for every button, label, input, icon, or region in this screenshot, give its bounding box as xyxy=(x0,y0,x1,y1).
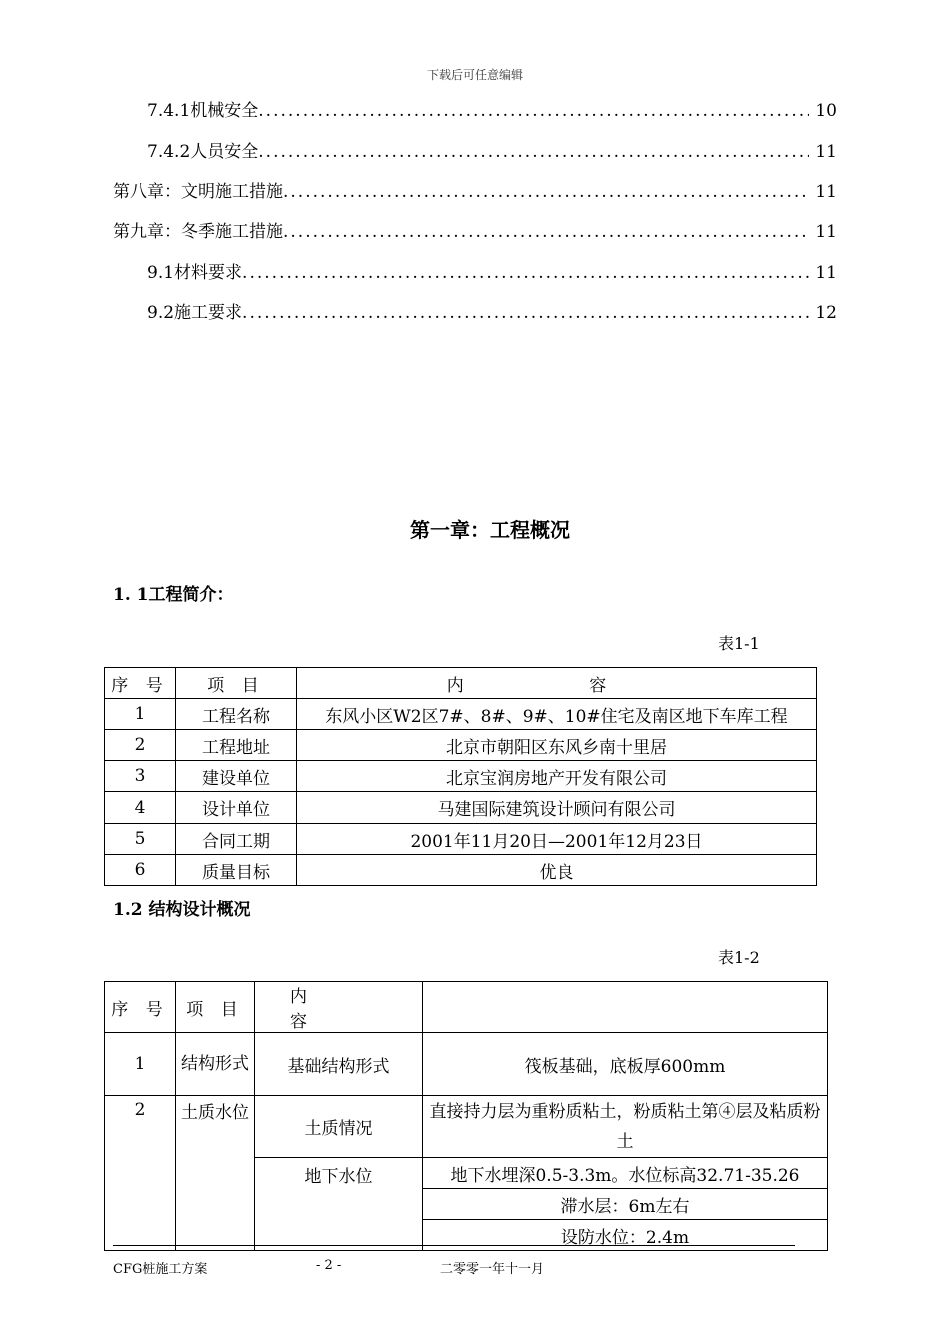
table-header-row xyxy=(105,668,817,699)
structure-design-table xyxy=(104,981,828,1251)
toc-leader xyxy=(283,220,809,244)
row-number: 3 xyxy=(105,761,176,792)
header-cell xyxy=(423,982,828,1033)
row-number: 4 xyxy=(105,792,176,824)
row-content: 地下水埋深0.5-3.3m。水位标高32.71-35.26 xyxy=(423,1158,828,1189)
table-row xyxy=(105,792,817,824)
row-item: 工程名称 xyxy=(176,699,297,730)
section-title-structure: 1.2 结构设计概况 xyxy=(113,900,251,920)
toc-entry[interactable] xyxy=(147,140,837,164)
row-item: 结构形式 xyxy=(176,1033,255,1096)
toc-leader xyxy=(242,301,809,325)
table-row xyxy=(105,730,817,761)
footer-divider xyxy=(113,1245,795,1246)
table-caption-1-1: 表1-1 xyxy=(718,634,760,653)
section-title-overview: 1. 1工程简介： xyxy=(113,585,234,605)
table-row xyxy=(105,1096,828,1158)
toc-leader xyxy=(242,261,809,285)
row-item: 合同工期 xyxy=(176,824,297,855)
row-item: 土质水位 xyxy=(176,1096,255,1251)
footer-doc-title: CFG桩施工方案 xyxy=(113,1262,208,1277)
row-content: 筏板基础，底板厚600mm xyxy=(423,1033,828,1096)
toc-leader xyxy=(283,180,809,204)
row-content: 滞水层：6m左右 xyxy=(423,1189,828,1220)
toc-label: 9.2施工要求 xyxy=(147,303,243,323)
row-subitem: 基础结构形式 xyxy=(255,1033,423,1096)
row-item: 设计单位 xyxy=(176,792,297,824)
toc-entry[interactable] xyxy=(147,261,837,285)
row-subitem: 地下水位 xyxy=(255,1158,423,1251)
table-row xyxy=(105,761,817,792)
toc-entry[interactable] xyxy=(113,180,837,204)
table-caption-1-2: 表1-2 xyxy=(718,948,760,967)
table-row xyxy=(105,1033,828,1096)
footer-date: 二零零一年十一月 xyxy=(440,1262,545,1277)
row-content: 北京市朝阳区东风乡南十里居 xyxy=(297,730,817,761)
table-row xyxy=(105,855,817,886)
toc-label: 7.4.1机械安全 xyxy=(147,101,259,121)
row-number: 1 xyxy=(105,699,176,730)
table-row xyxy=(105,824,817,855)
row-number: 1 xyxy=(105,1033,176,1096)
row-content: 2001年11月20日—2001年12月23日 xyxy=(297,824,817,855)
toc-page: 11 xyxy=(815,263,837,283)
header-cell: 内 容 xyxy=(255,982,423,1033)
toc-label: 第八章：文明施工措施 xyxy=(113,182,283,202)
project-overview-table xyxy=(104,667,817,886)
row-item: 建设单位 xyxy=(176,761,297,792)
toc-label: 7.4.2人员安全 xyxy=(147,142,259,162)
row-number: 2 xyxy=(105,1096,176,1251)
header-cell: 内 容 xyxy=(297,668,817,699)
row-content: 北京宝润房地产开发有限公司 xyxy=(297,761,817,792)
row-item: 质量目标 xyxy=(176,855,297,886)
chapter-title: 第一章：工程概况 xyxy=(410,518,570,542)
table-row xyxy=(105,699,817,730)
toc-entry[interactable] xyxy=(147,99,837,123)
row-number: 6 xyxy=(105,855,176,886)
row-content: 优良 xyxy=(297,855,817,886)
header-cell: 序 号 xyxy=(105,668,176,699)
toc-entry[interactable] xyxy=(147,301,837,325)
row-content: 东风小区W2区7#、8#、9#、10#住宅及南区地下车库工程 xyxy=(297,699,817,730)
row-number: 2 xyxy=(105,730,176,761)
table-header-row xyxy=(105,982,828,1033)
toc-leader xyxy=(258,140,809,164)
toc-entry[interactable] xyxy=(113,220,837,244)
toc-label: 9.1材料要求 xyxy=(147,263,243,283)
toc-page: 10 xyxy=(815,101,837,121)
toc-leader xyxy=(258,99,809,123)
toc-page: 12 xyxy=(815,303,837,323)
row-subitem: 土质情况 xyxy=(255,1096,423,1158)
toc-page: 11 xyxy=(815,222,837,242)
header-cell: 序 号 xyxy=(105,982,176,1033)
toc-page: 11 xyxy=(815,142,837,162)
row-content: 设防水位：2.4m xyxy=(423,1220,828,1251)
header-cell: 项 目 xyxy=(176,668,297,699)
toc-label: 第九章：冬季施工措施 xyxy=(113,222,283,242)
header-note: 下载后可任意编辑 xyxy=(426,68,523,82)
row-item: 工程地址 xyxy=(176,730,297,761)
row-number: 5 xyxy=(105,824,176,855)
toc-page: 11 xyxy=(815,182,837,202)
row-content: 直接持力层为重粉质粘土，粉质粘土第④层及粘质粉土 xyxy=(423,1096,828,1158)
footer-page-number: - 2 - xyxy=(316,1258,342,1273)
header-cell: 项 目 xyxy=(176,982,255,1033)
row-content: 马建国际建筑设计顾问有限公司 xyxy=(297,792,817,824)
